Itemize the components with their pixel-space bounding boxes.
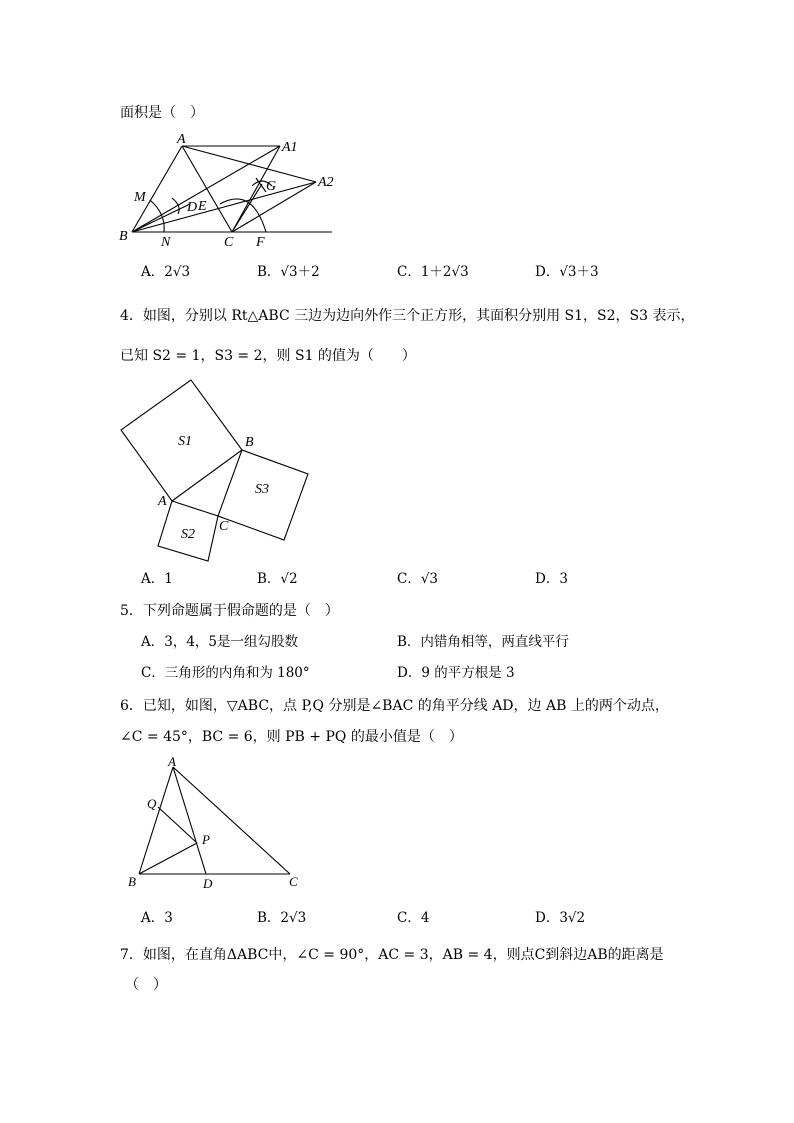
q5-option-b[interactable]: B．内错角相等，两直线平行 [397,634,569,650]
q6-stem-line2: ∠C = 45°，BC = 6，则 PB + PQ 的最小值是（ ） [120,729,463,745]
q3-label-f: F [256,235,265,250]
q3-stem-tail: 面积是（ ） [120,105,204,121]
q3-label-e: E [198,199,207,214]
q6-option-a[interactable]: A．3 [141,910,173,926]
q3-option-a[interactable]: A．2√3 [141,264,191,280]
q6-segment-ad [173,767,206,874]
q6-option-c[interactable]: C．4 [397,910,430,926]
q3-label-n: N [161,235,171,250]
q4-option-c[interactable]: C．√3 [397,571,439,587]
q6-label-q: Q [147,796,157,811]
q5-option-d[interactable]: D．9 的平方根是 3 [397,665,515,681]
q4-label-c: C [219,519,229,534]
q3-option-b[interactable]: B．√3＋2 [257,264,320,280]
q3-label-a2: A2 [318,175,334,190]
q6-option-b[interactable]: B．2√3 [257,910,307,926]
q4-label-s3: S3 [255,482,269,497]
q5-option-c[interactable]: C．三角形的内角和为 180° [141,665,310,681]
q7-stem-line2: （ ） [125,977,167,993]
q3-option-d[interactable]: D．√3＋3 [535,264,599,280]
q4-label-b: B [245,435,254,450]
q4-stem-line1: 4．如图，分别以 Rt△ABC 三边为边向外作三个正方形，其面积分别用 S1，S2，S3 表示， [120,308,695,324]
q4-label-a: A [158,494,167,509]
q6-label-d: D [203,876,213,891]
q6-label-c: C [289,874,298,889]
q3-label-a: A [177,132,186,147]
q4-option-a[interactable]: A．1 [141,571,173,587]
q6-label-a: A [168,754,176,769]
q6-stem-line1: 6．已知，如图，▽ABC，点 P,Q 分别是∠BAC 的角平分线 AD，边 AB 上的两个动点， [120,698,669,714]
q7-stem-line1: 7．如图，在直角ΔABC中，∠C = 90°，AC = 3，AB = 4，则点C到斜边AB的距离是 [120,947,664,963]
q6-label-p: P [202,832,210,847]
q4-option-b[interactable]: B．√2 [257,571,298,587]
q3-label-a1: A1 [282,140,298,155]
q3-label-b: B [119,229,128,244]
q4-label-s2: S2 [181,527,195,542]
q6-label-b: B [128,874,136,889]
q3-label-d: D [187,200,198,215]
q3-label-c: C [224,235,234,250]
q3-label-g: G [266,179,277,194]
q4-label-s1: S1 [178,434,192,449]
q6-segment-ac [173,767,290,874]
q3-option-c[interactable]: C．1＋2√3 [397,264,469,280]
q4-stem-line2: 已知 S2 = 1，S3 = 2，则 S1 的值为（ ） [120,348,416,364]
q6-option-d[interactable]: D．3√2 [535,910,586,926]
q5-stem: 5．下列命题属于假命题的是（ ） [120,603,339,619]
q4-option-d[interactable]: D．3 [535,571,568,587]
q5-option-a[interactable]: A．3，4，5是一组勾股数 [141,634,299,650]
q3-label-m: M [134,190,146,205]
